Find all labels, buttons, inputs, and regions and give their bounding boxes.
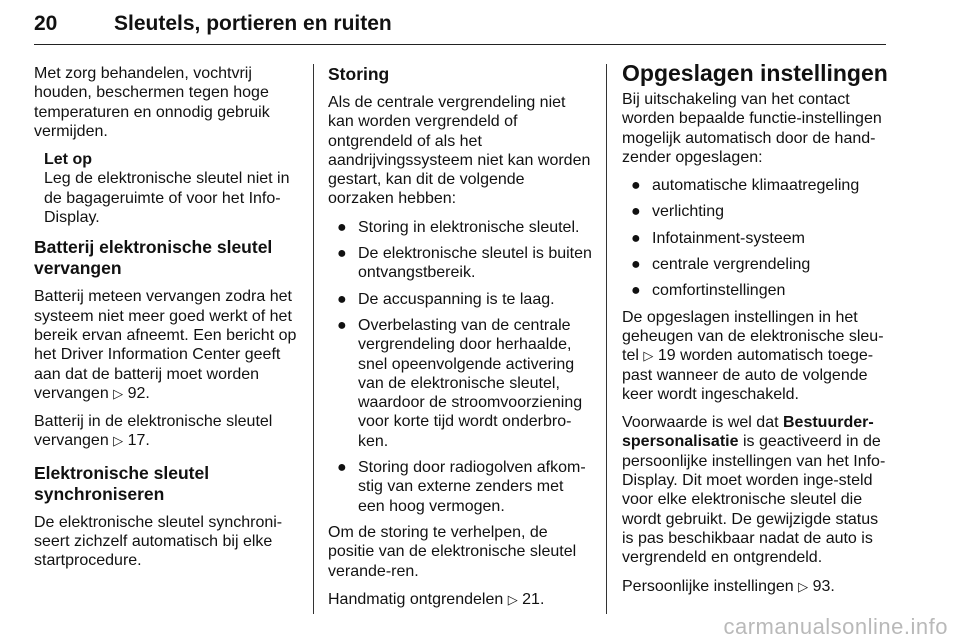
bullet-icon: ●: [631, 282, 641, 300]
battery-p2-ref[interactable]: 17.: [127, 432, 150, 450]
storing-intro: Als de centrale vergrendeling niet kan worden vergrendeld of ontgrendeld of als het aandrijvingssysteem niet kan worden gestart, kan dit de volgende oorzaken hebben:: [328, 94, 591, 208]
personal-settings-text: Persoonlijke instellingen: [622, 577, 794, 595]
memory-paragraph: [622, 308, 888, 404]
list-item-text: Storing in elektronische sleutel.: [358, 218, 580, 236]
list-item: [622, 202, 888, 221]
reference-arrow-icon: ▷: [507, 591, 518, 607]
reference-arrow-icon: ▷: [643, 348, 654, 364]
list-item: [328, 290, 592, 309]
list-item-text: centrale vergrendeling: [652, 256, 811, 274]
column-divider-1: [313, 64, 314, 614]
reference-arrow-icon: ▷: [113, 385, 124, 401]
bullet-icon: ●: [631, 177, 641, 195]
manual-unlock-text: Handmatig ontgrendelen: [328, 590, 504, 608]
list-item: [328, 244, 592, 283]
list-item-text: De accuspanning is te laag.: [358, 290, 555, 308]
sync-text: De elektronische sleutel synchroni-seert zichzelf automatisch bij elke startprocedure.: [34, 513, 283, 570]
list-item-text: Storing door radiogolven afkom-stig van externe zenders met een hoog vermogen.: [358, 459, 586, 515]
list-item: [328, 316, 592, 451]
personal-settings-ref[interactable]: 93.: [812, 577, 835, 595]
list-item: [622, 176, 888, 195]
sync-heading: Elektronische sleutel synchroniseren: [34, 462, 210, 504]
list-item-text: verlichting: [652, 203, 725, 221]
column-3: [622, 60, 888, 605]
condition-text-b: is geactiveerd in de persoonlijke instellingen van het Info-Display. Dit moet worden inge-steld voor elke elektronische sleutel die wordt gebruikt. De gewijzigde status is pas beschikbaar nadat de auto is vergrendeld en ontgrendeld.: [622, 433, 886, 567]
chapter-title: Sleutels, portieren en ruiten: [114, 12, 392, 35]
list-item: [622, 229, 888, 248]
bullet-icon: ●: [337, 459, 347, 477]
storing-heading: Storing: [328, 64, 390, 84]
page-number: 20: [34, 12, 58, 35]
list-item: [622, 255, 888, 274]
condition-text-a: Voorwaarde is wel dat: [622, 414, 779, 432]
page-header: [34, 6, 886, 46]
memory-text-b: worden automatisch toege-past wanneer de auto de volgende keer wordt ingeschakeld.: [622, 347, 874, 403]
bullet-icon: ●: [631, 203, 641, 221]
bullet-icon: ●: [337, 316, 347, 334]
manual-unlock-ref[interactable]: 21.: [522, 590, 545, 608]
bullet-icon: ●: [631, 229, 641, 247]
list-item: [622, 281, 888, 300]
battery-p1-text: Batterij meteen vervangen zodra het systeem niet meer goed werkt of het bereik ervan afneemt. Een bericht op het Driver Information Center geeft aan dat de batterij moet worden vervangen: [34, 288, 297, 402]
personal-settings-paragraph: [622, 577, 888, 596]
list-item-text: automatische klimaatregeling: [652, 177, 860, 195]
memory-text-a: De opgeslagen instellingen in het geheugen van de elektronische sleu-tel: [622, 308, 884, 365]
driver-personalisation-term: Bestuurder-spersonalisatie: [622, 414, 874, 451]
battery-heading: Batterij elektronische sleutel vervangen: [34, 237, 273, 279]
column-1: [34, 64, 302, 580]
bullet-icon: ●: [337, 290, 347, 308]
storing-fix-text: Om de storing te verhelpen, de positie van de elektronische sleutel verande-ren.: [328, 523, 577, 580]
reference-arrow-icon: ▷: [798, 578, 809, 594]
battery-p1-ref[interactable]: 92.: [127, 384, 150, 402]
list-item-text: comfortinstellingen: [652, 282, 786, 300]
list-item-text: Overbelasting van de centrale vergrendeling door herhaalde, snel opeenvolgende activering van de elektronische sleutel, waardoor de stroomvoorziening voor korte tijd wordt onderbro-ken.: [358, 316, 583, 450]
list-item-text: De elektronische sleutel is buiten ontvangstbereik.: [358, 245, 592, 282]
header-rule: [34, 44, 886, 45]
memory-ref[interactable]: 19: [657, 347, 676, 365]
manual-unlock-paragraph: [328, 590, 592, 609]
storing-cause-list: [328, 218, 592, 516]
bullet-icon: ●: [337, 245, 347, 263]
saved-settings-list: [622, 176, 888, 300]
column-2: [328, 64, 592, 618]
battery-paragraph-2: [34, 412, 302, 451]
battery-p2-text: Batterij in de elektronische sleutel vervangen: [34, 413, 273, 450]
saved-settings-intro: Bij uitschakeling van het contact worden bepaalde functie-instellingen mogelijk automatisch door de hand-zender opgeslagen:: [622, 91, 882, 166]
watermark: carmanualsonline.info: [723, 614, 948, 639]
list-item-text: Infotainment-systeem: [652, 229, 805, 247]
column-divider-2: [606, 64, 607, 614]
list-item: [328, 218, 592, 237]
note-title: Let op: [44, 151, 92, 169]
list-item: [328, 458, 592, 516]
saved-settings-heading: Opgeslagen instellingen: [622, 60, 888, 86]
condition-paragraph: [622, 413, 888, 567]
note-text: Leg de elektronische sleutel niet in de bagageruimte of voor het Info-Display.: [44, 170, 290, 227]
battery-paragraph-1: [34, 287, 302, 403]
reference-arrow-icon: ▷: [113, 433, 124, 449]
bullet-icon: ●: [337, 218, 347, 236]
note-box: [44, 150, 302, 227]
care-intro: Met zorg behandelen, vochtvrij houden, beschermen tegen hoge temperaturen en onnodig gebruik vermijden.: [34, 65, 270, 140]
bullet-icon: ●: [631, 256, 641, 274]
